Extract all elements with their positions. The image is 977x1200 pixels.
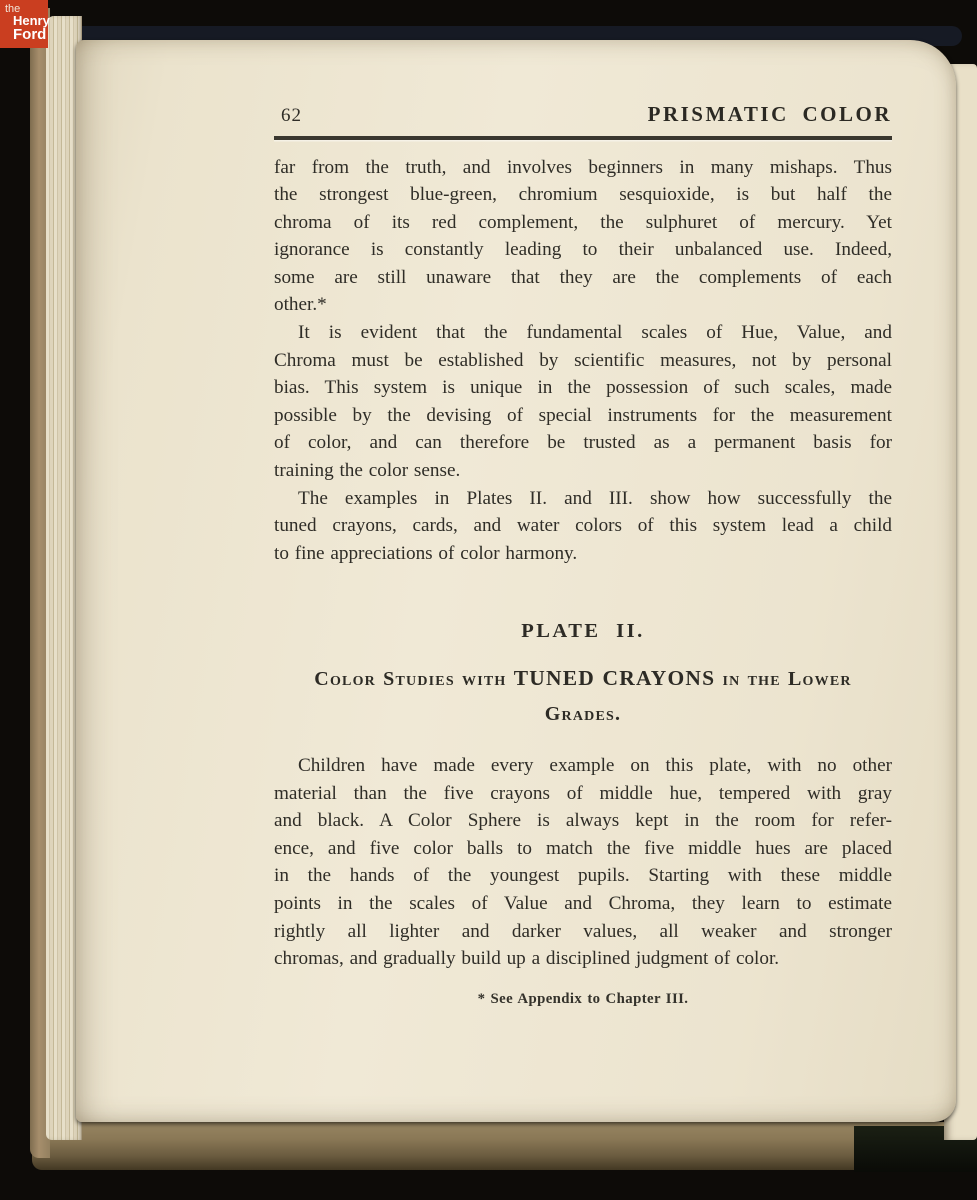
running-title: PRISMATIC COLOR xyxy=(647,102,892,126)
text-line: in the hands of the youngest pupils. Starting with these middle xyxy=(274,865,892,887)
henry-ford-logo xyxy=(0,0,48,48)
paragraph xyxy=(274,752,892,973)
footnote: * See Appendix to Chapter III. xyxy=(477,990,689,1007)
text-line: chroma of its red complement, the sulphuret of mercury. Yet xyxy=(274,211,892,233)
subtitle-segment: Color Studies with xyxy=(314,668,514,690)
subtitle-segment: in the Lower xyxy=(715,668,852,690)
text-line: rightly all lighter and darker values, all weaker and stronger xyxy=(274,920,892,942)
logo-text-ford: Ford xyxy=(13,26,47,43)
book-page xyxy=(76,40,956,1122)
logo-text-henry: Henry xyxy=(13,13,50,28)
paragraph xyxy=(274,319,892,485)
plate-subtitle xyxy=(274,661,892,731)
text-line: to fine appreciations of color harmony. xyxy=(274,542,578,564)
text-line: chromas, and gradually build up a disciplined judgment of color. xyxy=(274,948,780,970)
page-content xyxy=(274,102,892,1013)
plate-subtitle-line1 xyxy=(274,661,892,697)
page-number: 62 xyxy=(281,105,302,126)
text-line: far from the truth, and involves beginners in many mishaps. Thus xyxy=(274,156,892,178)
text-line: training the color sense. xyxy=(274,460,461,482)
plate-heading: PLATE II. xyxy=(521,620,645,643)
text-line: points in the scales of Value and Chroma, they learn to estimate xyxy=(274,892,892,914)
paragraph xyxy=(274,154,892,320)
text-line: Chroma must be established by scientific measures, not by personal xyxy=(274,349,892,371)
plate-subtitle-line2: Grades. xyxy=(544,703,622,725)
text-line: some are still unaware that they are the complements of each xyxy=(274,266,892,288)
header-rule xyxy=(274,136,892,140)
text-line: and black. A Color Sphere is always kept in the room for refer- xyxy=(274,810,892,832)
subtitle-segment-emphasis: TUNED CRAYONS xyxy=(513,666,716,690)
logo-text-the: the xyxy=(5,3,21,15)
running-header xyxy=(274,102,892,129)
text-line: Children have made every example on this plate, with no other xyxy=(298,755,892,776)
text-line: of color, and can therefore be trusted as a permanent basis for xyxy=(274,432,892,454)
book-cover-bottom-edge xyxy=(32,1122,956,1170)
text-line: It is evident that the fundamental scales of Hue, Value, and xyxy=(298,322,892,344)
text-line: The examples in Plates II. and III. show how successfully the xyxy=(298,487,892,509)
text-line: other.* xyxy=(274,294,327,316)
text-line: ignorance is constantly leading to their unbalanced use. Indeed, xyxy=(274,239,892,261)
text-line: possible by the devising of special instruments for the measurement xyxy=(274,404,892,426)
text-line: tuned crayons, cards, and water colors of this system lead a child xyxy=(274,515,892,537)
paragraph xyxy=(274,485,892,568)
text-line: ence, and five color balls to match the five middle hues are placed xyxy=(274,837,892,859)
body-text xyxy=(274,154,892,1014)
text-line: the strongest blue-green, chromium sesquioxide, is but half the xyxy=(274,184,892,206)
text-line: bias. This system is unique in the possession of such scales, made xyxy=(274,377,892,399)
text-line: material than the five crayons of middle hue, tempered with gray xyxy=(274,782,892,804)
